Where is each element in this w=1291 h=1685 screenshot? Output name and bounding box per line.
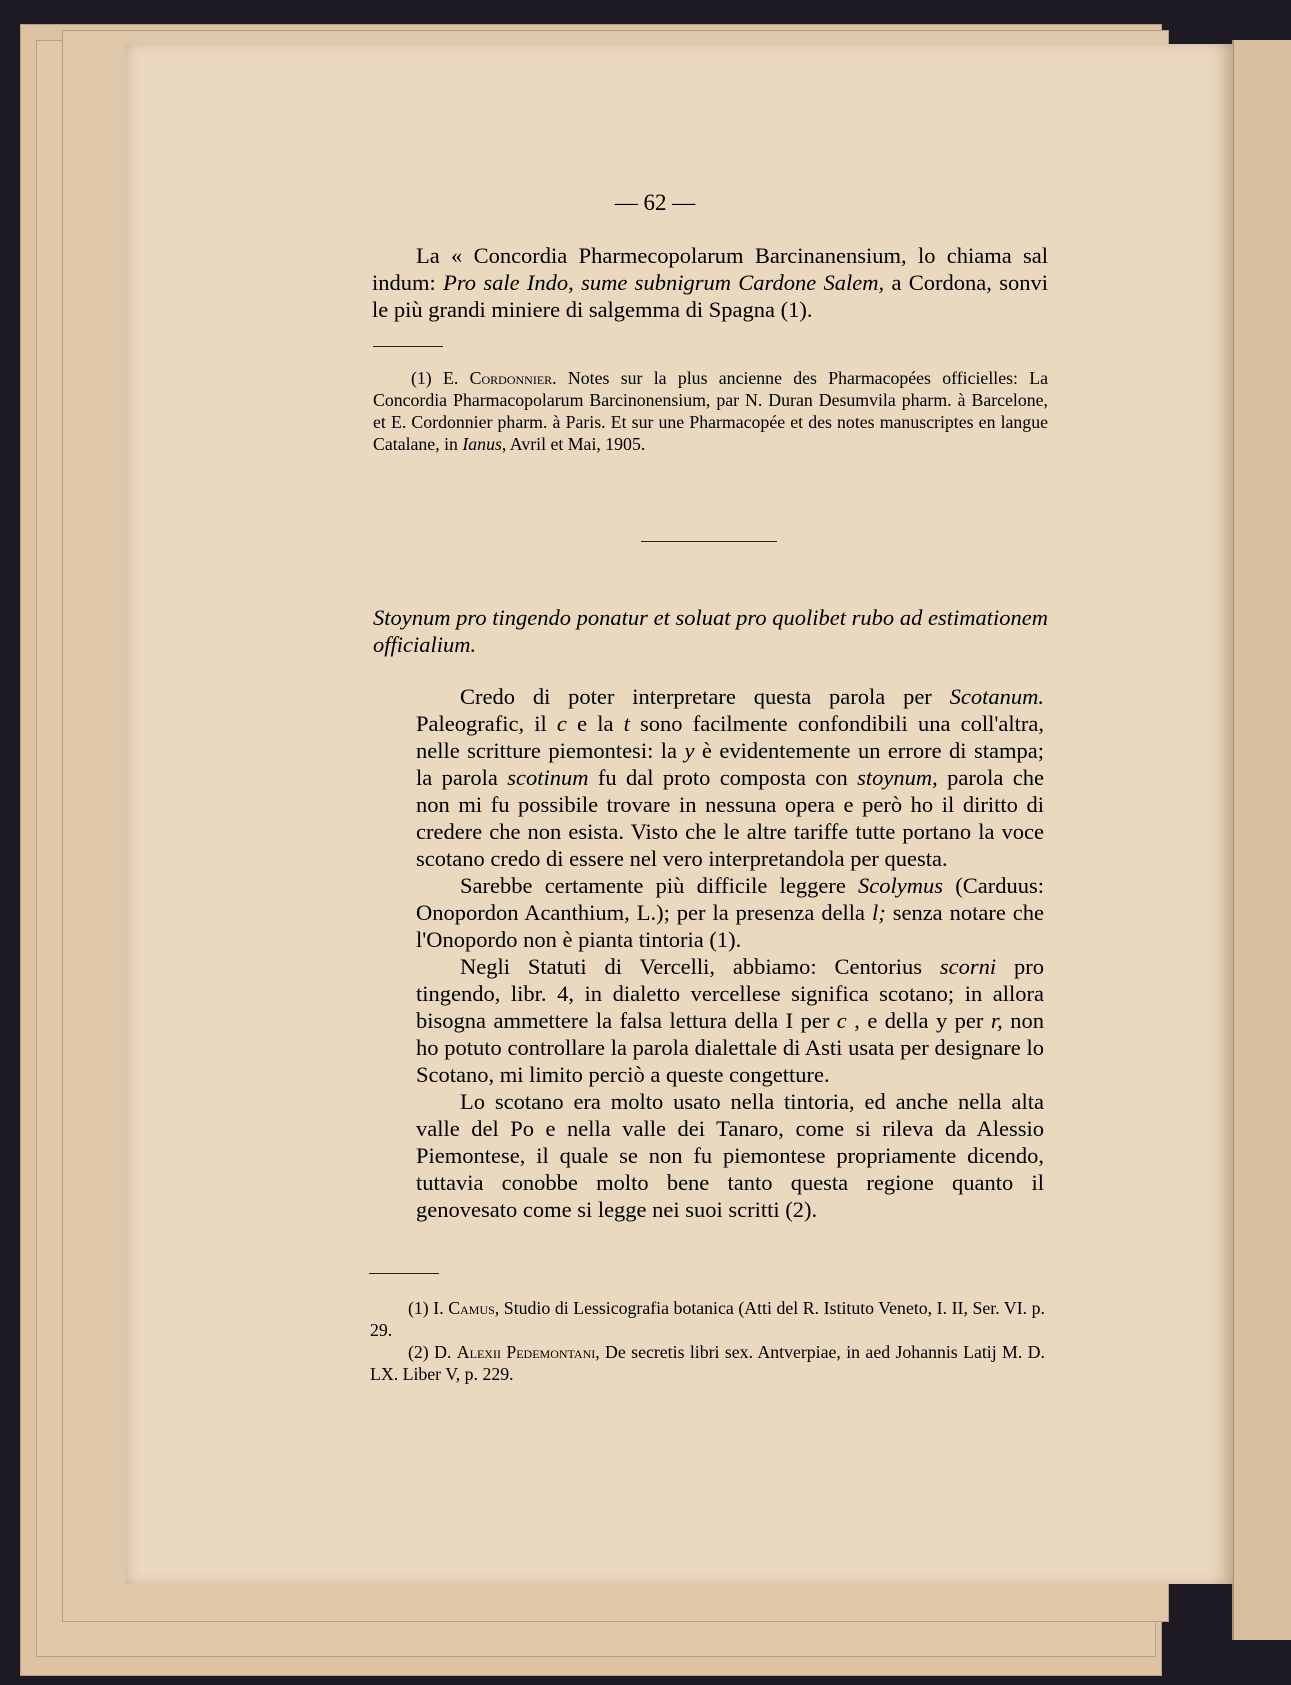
section-divider [641,541,777,542]
footnote-separator-2 [369,1273,439,1274]
footnote-3: (2) D. Alexii Pedemontani, De secretis libri sex. Antverpiae, in aed Johannis Latij M. D. LX. Liber V, p. 229. [370,1342,1045,1384]
paragraph-4: Lo scotano era molto usato nella tintoria, ed anche nella alta valle del Po e nella valle dei Tanaro, come si rileva da Alessio Piemontese, il quale se non fu piemontese propriamente dicendo, tuttavia conobbe molto bene tanto questa regione quanto il genovesato come si legge nei suoi scritti (2). [416,1089,1044,1222]
footnote-1-journal: Ianus [462,434,502,454]
footnote-2: (1) I. Camus, Studio di Lessicografia botanica (Atti del R. Istituto Veneto, I. II, Ser. VI. p. 29. [370,1298,1045,1340]
main-body [416,683,1044,1223]
footnote-separator-1 [373,346,443,347]
page-number: — 62 — [614,190,696,215]
intro-italic: Pro sale Indo, sume subnigrum Cardone Salem, [443,270,885,295]
footnotes-bottom [370,1297,1045,1385]
paragraph-1: Credo di poter interpretare questa parola per Scotanum. Paleografic, il c e la t sono facilmente confondibili una coll'altra, nelle scritture piemontesi: la y è evidentemente un errore di stampa; la parola scotinum fu dal proto composta con stoynum, parola che non mi fu possibile trovare in nessuna opera e però ho il diritto di credere che non esista. Visto che le altre tariffe tutte portano la voce scotano credo di essere nel vero interpretandola per questa. [416,684,1045,871]
heading-quote [373,604,1048,658]
footnote-1 [373,367,1048,455]
paragraph-3: Negli Statuti di Vercelli, abbiamo: Centorius scorni pro tingendo, libr. 4, in dialetto vercellese significa scotano; in allora bisogna ammettere la falsa lettura della I per c , e della y per r, non ho potuto controllare la parola dialettale di Asti usata per designare lo Scotano, mi limito perciò a queste congetture. [416,954,1044,1087]
facing-page-edge [1232,40,1291,1640]
footnote-1-text-3: , Avril et Mai, 1905. [501,434,646,454]
intro-text-1: La « Concordia Pharmecopolarum Barcinanensium, lo chiama sal indum: [372,243,1048,295]
footnote-1-text-2: . Notes sur la plus ancienne des Pharmacopées officielles: La Concordia Pharmacopolarum Barcinonensium, par N. Duran Desumvila pharm. à Barcelone, et E. Cordonnier pharm. à Paris. Et sur une Pharmacopée et des notes manuscriptes en langue Catalane, in [373,368,1048,454]
intro-paragraph [372,242,1048,323]
footnote-1-author: Cordonnier [469,368,553,388]
intro-text-2: a Cordona, sonvi le più grandi miniere di salgemma di Spagna (1). [372,270,1048,322]
paragraph-2: Sarebbe certamente più difficile leggere Scolymus (Carduus: Onopordon Acanthium, L.); per la presenza della l; senza notare che l'Onopordo non è pianta tintoria (1). [416,873,1045,952]
heading-quote-text: Stoynum pro tingendo ponatur et soluat pro quolibet rubo ad estimationem officialium. [373,605,1048,657]
footnote-1-text-1: (1) E. [411,368,470,388]
